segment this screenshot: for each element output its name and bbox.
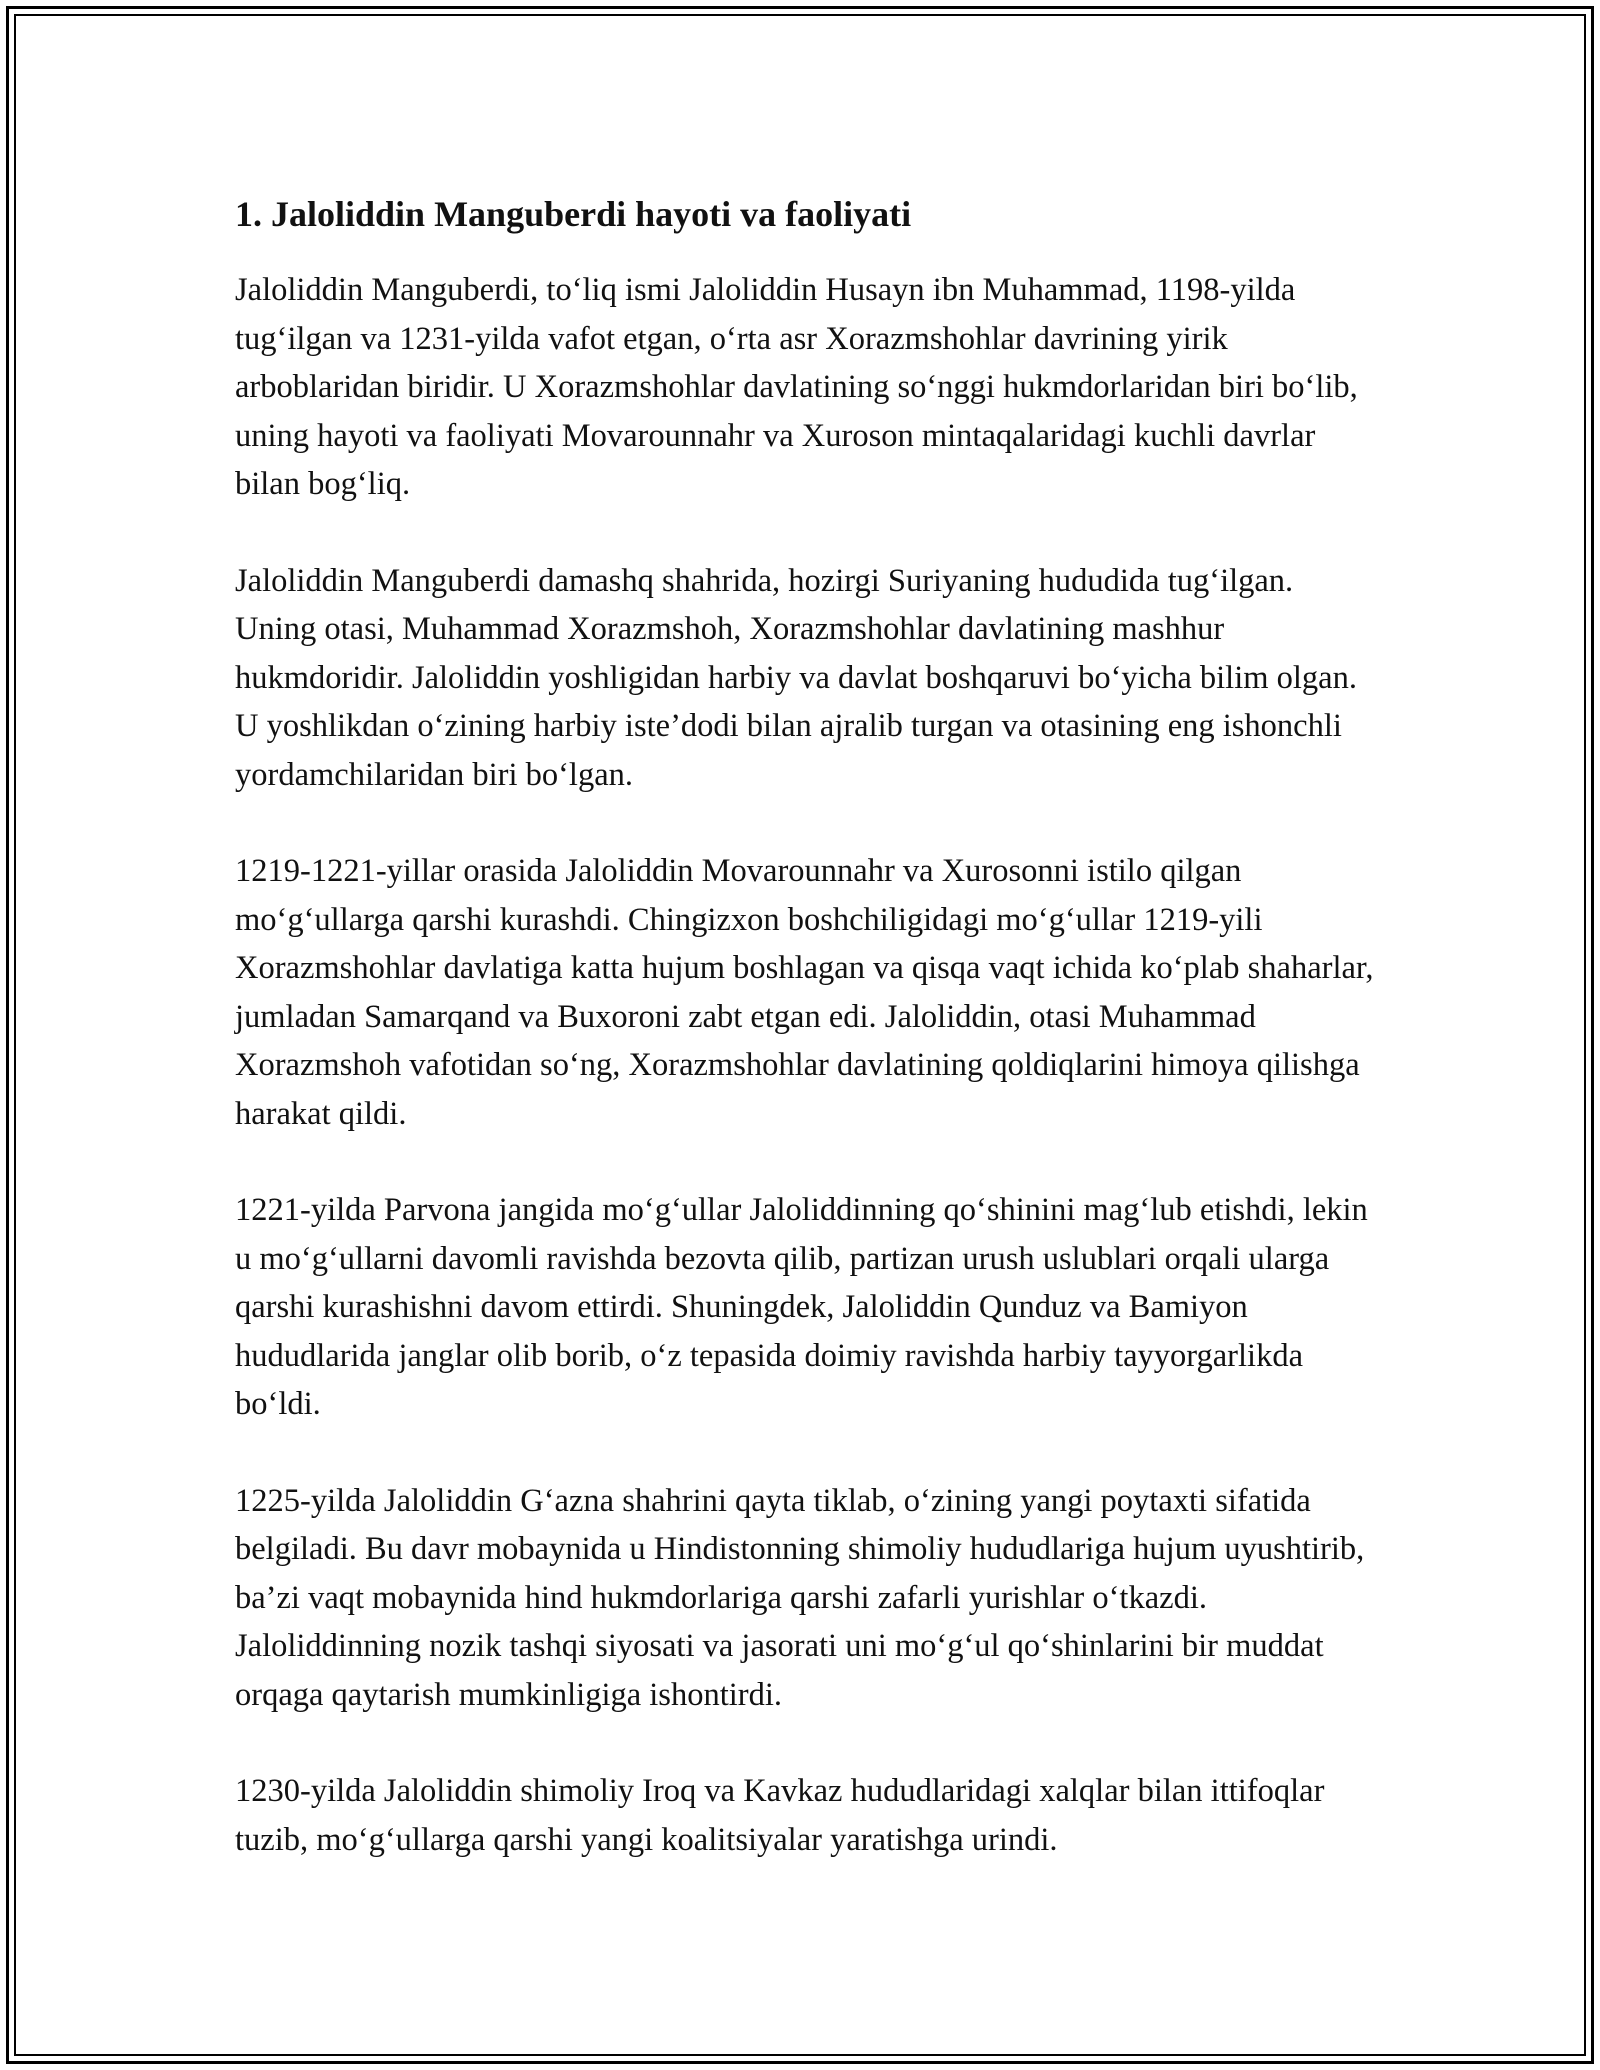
paragraph: 1221-yilda Parvona jangida mo‘g‘ullar Jaloliddinning qo‘shinini mag‘lub etishdi, lekin u mo‘g‘ullarni davomli ravishda bezovta qilib, partizan urush uslublari orqali ularga qarshi kurashishni davom ettirdi. Shuningdek, Jaloliddin Qunduz va Bamiyon hududlarida janglar olib borib, o‘z tepasida doimiy ravishda harbiy tayyorgarlikda bo‘ldi. — [235, 1192, 1368, 1422]
document-body — [235, 188, 1375, 1912]
paragraph: 1230-yilda Jaloliddin shimoliy Iroq va Kavkaz hududlaridagi xalqlar bilan ittifoqlar tuzib, mo‘g‘ullarga qarshi yangi koalitsiyalar yaratishga urindi. — [235, 1773, 1325, 1858]
paragraph: 1225-yilda Jaloliddin G‘azna shahrini qayta tiklab, o‘zining yangi poytaxti sifatida belgiladi. Bu davr mobaynida u Hindistonning shimoliy hududlariga hujum uyushtirib, ba’zi vaqt mobaynida hind hukmdorlariga qarshi zafarli yurishlar o‘tkazdi. Jaloliddinning nozik tashqi siyosati va jasorati uni mo‘g‘ul qo‘shinlarini bir muddat orqaga qaytarish mumkinligiga ishontirdi. — [235, 1482, 1365, 1713]
paragraph: Jaloliddin Manguberdi, to‘liq ismi Jaloliddin Husayn ibn Muhammad, 1198-yilda tug‘ilgan va 1231-yilda vafot etgan, o‘rta asr Xorazmshohlar davrining yirik arboblaridan biridir. U Xorazmshohlar davlatining so‘nggi hukmdorlaridan biri bo‘lib, uning hayoti va faoliyati Movarounnahr va Xuroson mintaqalaridagi kuchli davrlar bilan bog‘liq. — [235, 272, 1358, 502]
paragraph: 1219-1221-yillar orasida Jaloliddin Movarounnahr va Xurosonni istilo qilgan mo‘g‘ullarga qarshi kurashdi. Chingizxon boshchiligidagi mo‘g‘ullar 1219-yili Xorazmshohlar davlatiga katta hujum boshlagan va qisqa vaqt ichida ko‘plab shaharlar, jumladan Samarqand va Buxoroni zabt etgan edi. Jaloliddin, otasi Muhammad Xorazmshoh vafotidan so‘ng, Xorazmshohlar davlatining qoldiqlarini himoya qilishga harakat qildi. — [235, 853, 1374, 1132]
paragraph: Jaloliddin Manguberdi damashq shahrida, hozirgi Suriyaning hududida tug‘ilgan. Uning otasi, Muhammad Xorazmshoh, Xorazmshohlar davlatining mashhur hukmdoridir. Jaloliddin yoshligidan harbiy va davlat boshqaruvi bo‘yicha bilim olgan. U yoshlikdan o‘zining harbiy iste’dodi bilan ajralib turgan va otasining eng ishonchli yordamchilaridan biri bo‘lgan. — [235, 562, 1357, 793]
document-title: 1. Jaloliddin Manguberdi hayoti va faoliyati — [235, 194, 912, 234]
